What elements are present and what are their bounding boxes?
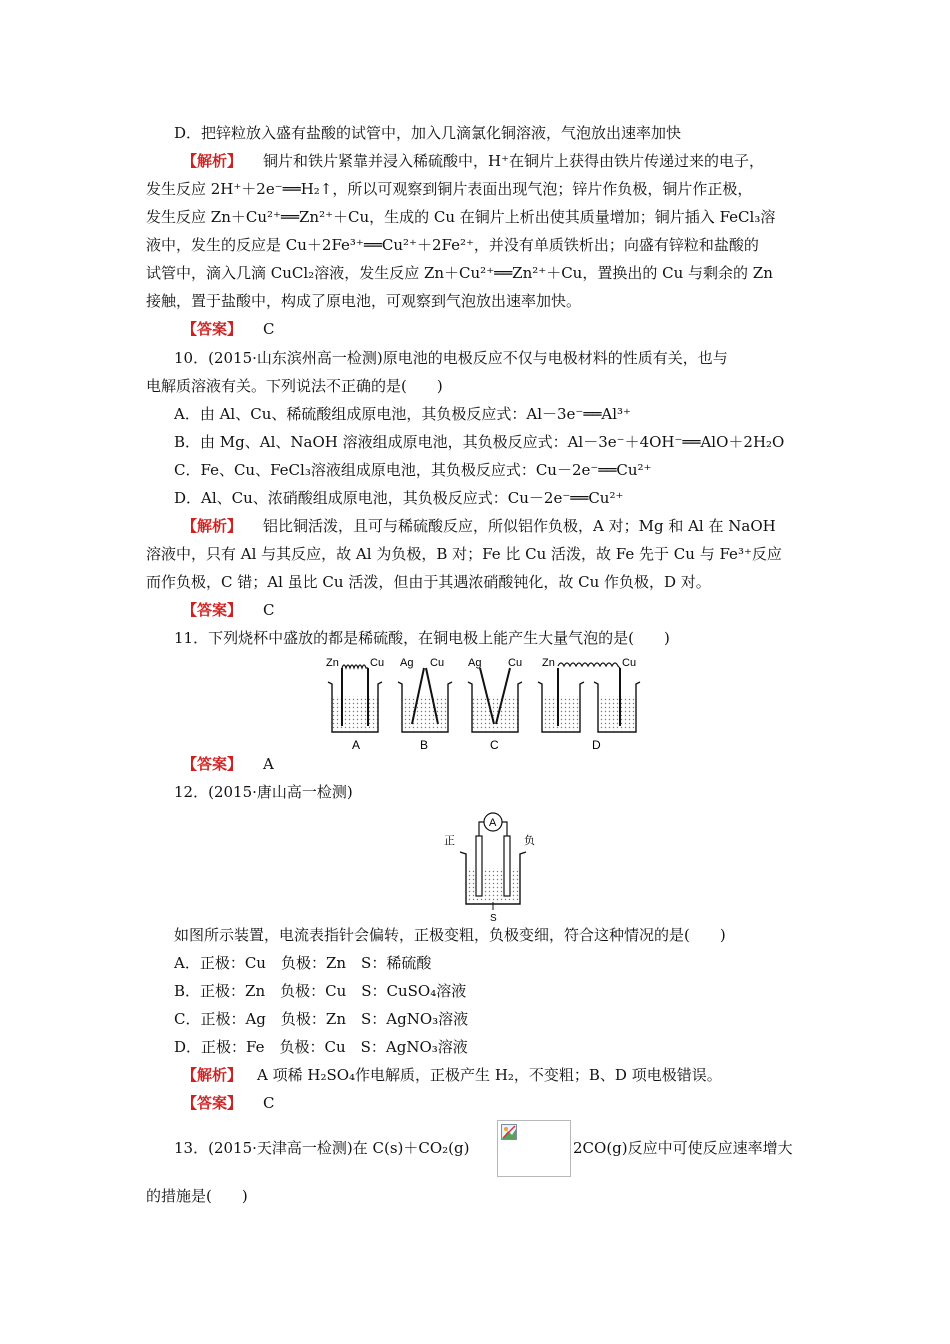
analysis-tag: 【解析】 bbox=[182, 517, 243, 535]
question-10-stem: 10．(2015·山东滨州高一检测)原电池的电极反应不仅与电极材料的性质有关，也与 bbox=[174, 349, 728, 367]
answer-value: C bbox=[263, 320, 275, 338]
negative-label: 负 bbox=[524, 835, 535, 847]
question-10-option-a: A．由 Al、Cu、稀硫酸组成原电池，其负极反应式：Al－3e⁻══Al³⁺ bbox=[174, 405, 631, 423]
analysis-line: 发生反应 2H⁺＋2e⁻══H₂↑，所以可观察到铜片表面出现气泡；锌片作负极，铜片作正极， bbox=[146, 180, 753, 198]
question-12-stem: 如图所示装置，电流表指针会偏转，正极变粗，负极变细，符合这种情况的是( ) bbox=[174, 926, 726, 944]
analysis-tag: 【解析】 bbox=[182, 1066, 243, 1084]
beaker-figure-11 bbox=[320, 654, 642, 754]
beaker-caption: D bbox=[592, 738, 601, 752]
answer-tag: 【答案】 bbox=[182, 320, 243, 338]
question-10-option-d: D．Al、Cu、浓硝酸组成原电池，其负极反应式：Cu－2e⁻══Cu²⁺ bbox=[174, 489, 624, 507]
question-10-option-b: B．由 Mg、Al、NaOH 溶液组成原电池，其负极反应式：Al－3e⁻＋4OH⁻══AlO＋2H₂O bbox=[174, 433, 785, 451]
beaker-b bbox=[398, 657, 452, 752]
electrode-label: Cu bbox=[370, 657, 385, 669]
analysis-line: 铜片和铁片紧靠并浸入稀硫酸中，H⁺在铜片上获得由铁片传递过来的电子， bbox=[263, 152, 765, 170]
electrode-label: Ag bbox=[400, 657, 414, 669]
answer-value: C bbox=[263, 601, 275, 619]
broken-image-icon bbox=[501, 1124, 517, 1140]
electrode-label: Zn bbox=[542, 657, 555, 669]
electrode-label: Cu bbox=[622, 657, 637, 669]
analysis-line: 试管中，滴入几滴 CuCl₂溶液，发生反应 Zn＋Cu²⁺══Zn²⁺＋Cu，置换出的 Cu 与剩余的 Zn bbox=[146, 264, 773, 282]
answer-tag: 【答案】 bbox=[182, 755, 243, 773]
beaker-d bbox=[538, 657, 640, 752]
analysis-line: 而作负极，C 错；Al 虽比 Cu 活泼，但由于其遇浓硝酸钝化，故 Cu 作负极，D 对。 bbox=[146, 573, 711, 591]
question-12-option-b: B．正极：Zn 负极：Cu S：CuSO₄溶液 bbox=[174, 982, 467, 1000]
answer-value: A bbox=[263, 755, 274, 773]
answer-value: C bbox=[263, 1094, 275, 1112]
beaker-caption: B bbox=[420, 738, 429, 752]
beaker-caption: C bbox=[490, 738, 499, 752]
solution-label: S bbox=[490, 913, 497, 924]
beaker-c bbox=[468, 657, 522, 752]
analysis-line: 液中，发生的反应是 Cu＋2Fe³⁺══Cu²⁺＋2Fe²⁺，并没有单质铁析出；向盛有锌粒和盐酸的 bbox=[146, 236, 759, 254]
beaker-a bbox=[326, 657, 384, 752]
positive-label: 正 bbox=[444, 835, 455, 847]
question-10-option-c: C．Fe、Cu、FeCl₃溶液组成原电池，其负极反应式：Cu－2e⁻══Cu²⁺ bbox=[174, 461, 652, 479]
analysis-line: A 项稀 H₂SO₄作电解质，正极产生 H₂，不变粗；B、D 项电极错误。 bbox=[257, 1066, 722, 1084]
analysis-tag: 【解析】 bbox=[182, 152, 243, 170]
beaker-caption: A bbox=[352, 738, 361, 752]
ammeter-label: A bbox=[489, 817, 497, 829]
question-13-stem: 2CO(g)反应中可使反应速率增大 bbox=[573, 1139, 793, 1157]
question-12-option-c: C．正极：Ag 负极：Zn S：AgNO₃溶液 bbox=[174, 1010, 469, 1028]
electrode-label: Cu bbox=[430, 657, 445, 669]
answer-tag: 【答案】 bbox=[182, 601, 243, 619]
analysis-line: 溶液中，只有 Al 与其反应，故 Al 为负极，B 对；Fe 比 Cu 活泼，故 Fe 先于 Cu 与 Fe³⁺反应 bbox=[146, 545, 782, 563]
question-11-stem: 11．下列烧杯中盛放的都是稀硫酸，在铜电极上能产生大量气泡的是( ) bbox=[174, 629, 670, 647]
analysis-line: 发生反应 Zn＋Cu²⁺══Zn²⁺＋Cu，生成的 Cu 在铜片上析出使其质量增加；铜片插入 FeCl₃溶 bbox=[146, 208, 776, 226]
option-d-prev: D．把锌粒放入盛有盐酸的试管中，加入几滴氯化铜溶液，气泡放出速率加快 bbox=[174, 124, 682, 142]
broken-image-placeholder bbox=[497, 1120, 571, 1177]
question-10-stem: 电解质溶液有关。下列说法不正确的是( ) bbox=[146, 377, 443, 395]
question-13-stem: 13．(2015·天津高一检测)在 C(s)＋CO₂(g) bbox=[174, 1139, 470, 1157]
question-12-option-a: A．正极：Cu 负极：Zn S：稀硫酸 bbox=[174, 954, 432, 972]
electrode-label: Ag bbox=[468, 657, 482, 669]
question-13-stem: 的措施是( ) bbox=[146, 1187, 248, 1205]
question-12-option-d: D．正极：Fe 负极：Cu S：AgNO₃溶液 bbox=[174, 1038, 468, 1056]
galvanic-cell-figure-12 bbox=[440, 806, 550, 924]
electrode-label: Cu bbox=[508, 657, 523, 669]
analysis-line: 接触，置于盐酸中，构成了原电池，可观察到气泡放出速率加快。 bbox=[146, 292, 582, 310]
analysis-line: 铝比铜活泼，且可与稀硫酸反应，所似铝作负极，A 对；Mg 和 Al 在 NaOH bbox=[263, 517, 776, 535]
electrode-label: Zn bbox=[326, 657, 339, 669]
answer-tag: 【答案】 bbox=[182, 1094, 243, 1112]
question-12-stem: 12．(2015·唐山高一检测) bbox=[174, 783, 353, 801]
